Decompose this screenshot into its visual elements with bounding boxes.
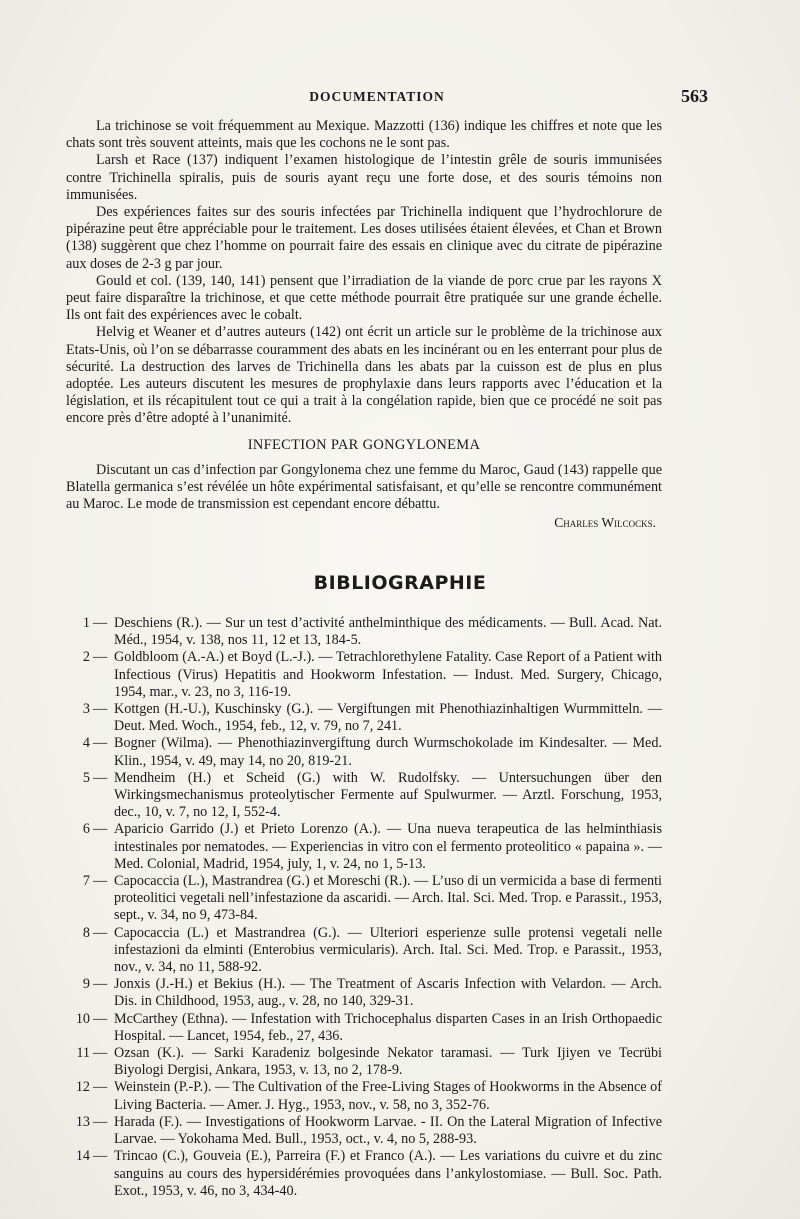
bibliography-entry-number: 11 — [76, 1045, 90, 1062]
bibliography-entry-number: 6 — [82, 821, 90, 838]
page-header — [66, 86, 708, 108]
bibliography-title: BIBLIOGRAPHIE — [313, 572, 487, 594]
running-head: DOCUMENTATION — [309, 89, 445, 104]
bibliography-entry-dash: — — [93, 1079, 108, 1096]
bibliography-entry — [66, 770, 662, 822]
bibliography-entry-text: Ozsan (K.). — Sarki Karadeniz bolgesinde Nekator taramasi. — Turk Ijiyen ve Tecrübi Biyologi Dergisi, Ankara, 1953, v. 13, no 2, 178-9. — [114, 1045, 662, 1079]
bibliography-entry-dash: — — [93, 701, 108, 718]
bibliography-entry — [66, 701, 662, 735]
bibliography-entry — [66, 821, 662, 873]
bibliography-entry-number: 1 — [82, 615, 90, 631]
bibliography-entry-dash: — — [93, 649, 108, 666]
bibliography-entry — [66, 735, 662, 769]
bibliography-entry-dash: — — [93, 1010, 108, 1027]
bibliography-entry-number: 7 — [82, 873, 90, 890]
author-signature: Charles Wilcocks. — [554, 515, 656, 531]
bibliography-entry-text: Jonxis (J.-H.) et Bekius (H.). — The Treatment of Ascaris Infection with Velardon. — Arch. Dis. in Childhood, 1953, aug., v. 28, no 140, 329-31. — [114, 976, 662, 1010]
bibliography-entry-text: Kottgen (H.-U.), Kuschinsky (G.). — Vergiftungen mit Phenothiazinhaltigen Wurmmitteln. — Deut. Med. Woch., 1954, feb., 12, v. 79, no 7, 241. — [114, 701, 662, 735]
bibliography-entry-dash: — — [93, 924, 108, 941]
section-title-gongylonema: INFECTION PAR GONGYLONEMA — [247, 436, 481, 453]
bibliography-entry-number: 14 — [75, 1148, 90, 1165]
bibliography-entry-number: 5 — [82, 769, 90, 786]
bibliography-entry-number: 10 — [75, 1010, 90, 1027]
paragraph-gongylonema: Discutant un cas d’infection par Gongylonema chez une femme du Maroc, Gaud (143) rappelle que Blatella germanica s’est révélée un hôte expérimental satisfaisant, et qu’elle se rencontre communément au Maroc. Le mode de transmission est cependant encore débattu. — [66, 461, 662, 513]
paragraph-helvig-weaner: Helvig et Weaner et d’autres auteurs (142) ont écrit un article sur le problème de la trichinose aux Etats-Unis, où l’on se débarrasse couramment des abats en les incinérant ou en les enterrant pour plus de sécurité. La destruction des larves de Trichinella dans les abats par la cuisson est de plus en plus adoptée. Les auteurs discutent les mesures de prophylaxie dans leurs rapports avec l’éducation et la législation, et ils récapitulent tout ce qui a trait à la congélation rapide, bien que ce procédé ne soit pas encore près d’être adopté à l’unanimité. — [66, 324, 662, 427]
bibliography-entry — [66, 615, 662, 649]
bibliography-entry-dash: — — [93, 821, 108, 838]
bibliography-entry-text: Trincao (C.), Gouveia (E.), Parreira (F.) et Franco (A.). — Les variations du cuivre et du zinc sanguins au cours des hypersidérémies provoquées dans l’ankylostomiase. — Bull. Soc. Path. Exot., 1953, v. 46, no 3, 434-40. — [114, 1148, 662, 1199]
bibliography-entry-text: Capocaccia (L.), Mastrandrea (G.) et Moreschi (R.). — L’uso di un vermicida a base di fermenti proteolitici vegetali nell’infestazione da ascaridi. — Arch. Ital. Sci. Med. Trop. e Parassit., 1953, sept., v. 34, no 9, 473-84. — [114, 873, 662, 924]
bibliography-entry-dash: — — [93, 769, 108, 786]
page-number: 563 — [681, 86, 708, 106]
bibliography-entry-dash: — — [93, 1148, 108, 1165]
bibliography-entry — [66, 1114, 662, 1148]
article-body — [66, 118, 662, 532]
bibliography-entry-number: 3 — [82, 701, 90, 718]
bibliography-entry-text: Weinstein (P.-P.). — The Cultivation of the Free-Living Stages of Hookworms in the Absence of Living Bacteria. — Amer. J. Hyg., 1953, nov., v. 58, no 3, 352-76. — [114, 1079, 662, 1113]
bibliography-entry-text: Deschiens (R.). — Sur un test d’activité anthelminthique des médicaments. — Bull. Acad. Nat. Méd., 1954, v. 138, nos 11, 12 et 13, 184-5. — [114, 615, 662, 649]
bibliography-entry — [66, 1148, 662, 1200]
bibliography-entry-dash: — — [93, 1113, 108, 1130]
bibliography-entry-number: 9 — [82, 976, 90, 993]
bibliography-entry-dash: — — [93, 615, 108, 631]
bibliography-entry — [66, 873, 662, 925]
bibliography-entry-text: McCarthey (Ethna). — Infestation with Trichocephalus disparten Cases in an Irish Orthopaedic Hospital. — Lancet, 1954, feb., 27, 436. — [114, 1010, 662, 1044]
bibliography-entry-number: 12 — [75, 1079, 90, 1096]
bibliography-entry-number: 2 — [82, 649, 90, 666]
bibliography-entry-dash: — — [93, 873, 108, 890]
bibliography-entry — [66, 1011, 662, 1045]
bibliography-entry-number: 13 — [75, 1113, 90, 1130]
bibliography-entry — [66, 925, 662, 977]
bibliography-entry-text: Harada (F.). — Investigations of Hookworm Larvae. - II. On the Lateral Migration of Infective Larvae. — Yokohama Med. Bull., 1953, oct., v. 4, no 5, 288-93. — [114, 1113, 662, 1148]
paragraph-mexique: La trichinose se voit fréquemment au Mexique. Mazzotti (136) indique les chiffres et note que les chats sont très souvent atteints, mais que les cochons ne le sont pas. — [66, 118, 662, 152]
paragraph-larsh-race: Larsh et Race (137) indiquent l’examen histologique de l’intestin grêle de souris immunisées contre Trichinella spiralis, puis de souris ayant reçu une forte dose, et des souris témoins non immunisées. — [66, 152, 662, 203]
bibliography-entry-text: Goldbloom (A.-A.) et Boyd (L.-J.). — Tetrachlorethylene Fatality. Case Report of a Patient with Infectious (Virus) Hepatitis and Hookworm Infestation. — Indust. Med. Surgery, Chicago, 1954, mar., v. 23, no 3, 116-19. — [114, 649, 662, 700]
bibliography-entry-text: Aparicio Garrido (J.) et Prieto Lorenzo (A.). — Una nueva terapeutica de las helminthiasis intestinales por nematodes. — Experiencias in vitro con el fermento proteolitico « papaina ». — Med. Colonial, Madrid, 1954, july, 1, v. 24, no 1, 5-13. — [114, 821, 662, 872]
paragraph-irradiation: Gould et col. (139, 140, 141) pensent que l’irradiation de la viande de porc crue par les rayons X peut faire disparaître la trichinose, et que cette méthode pourrait être pratiquée sur une grande échelle. Ils ont fait des expériences avec le cobalt. — [66, 272, 662, 324]
bibliography-entry-dash: — — [93, 735, 108, 752]
bibliography-entry-text: Bogner (Wilma). — Phenothiazinvergiftung durch Wurmschokolade im Kindesalter. — Med. Klin., 1954, v. 49, may 14, no 20, 819-21. — [114, 735, 662, 769]
bibliography-entry — [66, 976, 662, 1010]
bibliography-entry-text: Capocaccia (L.) et Mastrandrea (G.). — Ulteriori esperienze sulle protensi vegetali nelle infestazioni da elminti (Enterobius vermicularis). Arch. Ital. Sci. Med. Trop. e Parassit., 1953, nov., v. 34, no 11, 588-92. — [114, 924, 662, 976]
paragraph-piperazine: Des expériences faites sur des souris infectées par Trichinella indiquent que l’hydrochlorure de pipérazine peut être appréciable pour le traitement. Les doses utilisées étaient élevées, et Chan et Brown (138) suggèrent que chez l’homme on pourrait faire des essais en clinique avec du citrate de pipérazine aux doses de 2-3 g par jour. — [66, 204, 662, 272]
bibliography-entry-number: 4 — [82, 735, 90, 752]
bibliography-entry-dash: — — [93, 1045, 108, 1062]
bibliography-entry — [66, 649, 662, 701]
bibliography-entry — [66, 1079, 662, 1113]
bibliography-entry-dash: — — [93, 976, 108, 993]
bibliography-entry — [66, 1045, 662, 1079]
bibliography-list — [66, 615, 662, 1200]
bibliography-entry-number: 8 — [82, 924, 90, 941]
bibliography-entry-text: Mendheim (H.) et Scheid (G.) with W. Rudolfsky. — Untersuchungen über den Wirkingsmechanismus proteolytischer Fermente auf Spulwurmer. — Arztl. Forschung, 1953, dec., 10, v. 7, no 12, I, 552-4. — [114, 769, 662, 821]
